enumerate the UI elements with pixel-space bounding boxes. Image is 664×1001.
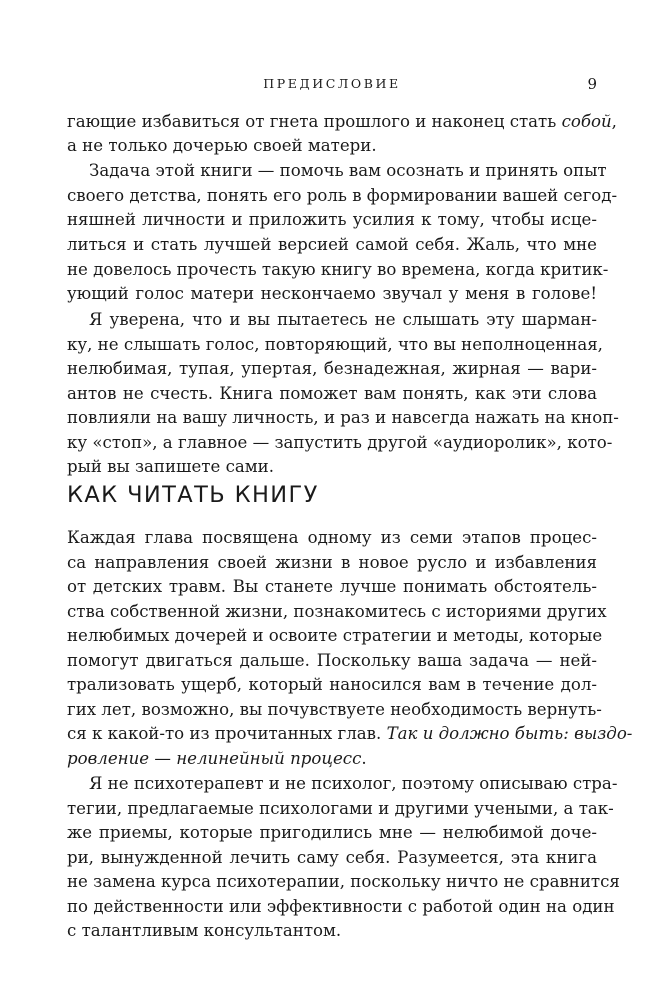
text-line: нелюбимая, тупая, упертая, безнадежная, жирная — вари-	[67, 359, 597, 378]
text-line: ку «стоп», а главное — запустить другой «аудиоролик», кото-	[67, 433, 613, 452]
page-number: 9	[587, 75, 597, 93]
text-line: тегии, предлагаемые психологами и другими учеными, а так-	[67, 799, 614, 818]
text-line: повлияли на вашу личность, и раз и навсегда нажать на кноп-	[67, 408, 619, 427]
text-line: от детских травм. Вы станете лучше понимать обстоятель-	[67, 577, 597, 596]
text-line: Я не психотерапевт и не психолог, поэтому описываю стра-	[89, 774, 618, 793]
running-head-title: ПРЕДИСЛОВИЕ	[263, 76, 401, 91]
text-line: рый вы запишете сами.	[67, 457, 275, 476]
text-line: а не только дочерью своей матери.	[67, 136, 377, 155]
text-line: с талантливым консультантом.	[67, 921, 342, 940]
text-line: ующий голос матери нескончаемо звучал у меня в голове!	[67, 284, 597, 303]
text-line: са направления своей жизни в новое русло и избавления	[67, 553, 597, 572]
text-line: ся к какой-то из прочитанных глав. Так и должно быть: выздо-	[67, 724, 633, 743]
text-line: своего детства, понять его роль в формировании вашей сегод-	[67, 186, 618, 205]
text-line: антов не счесть. Книга поможет вам понять, как эти слова	[67, 384, 597, 403]
text-line: ровление — нелинейный процесс.	[67, 749, 367, 768]
text-line: гающие избавиться от гнета прошлого и наконец стать собой,	[67, 112, 617, 131]
text-line: ства собственной жизни, познакомитесь с историями других	[67, 602, 607, 621]
text-line: помогут двигаться дальше. Поскольку ваша задача — ней-	[67, 651, 597, 670]
text-line: же приемы, которые пригодились мне — нелюбимой доче-	[67, 823, 597, 842]
text-line: не довелось прочесть такую книгу во времена, когда критик-	[67, 260, 609, 279]
emphasis: ровление — нелинейный процесс	[67, 749, 362, 768]
text-line: трализовать ущерб, который наносился вам в течение дол-	[67, 675, 597, 694]
text-line: ку, не слышать голос, повторяющий, что вы неполноценная,	[67, 335, 603, 354]
text-line: не замена курса психотерапии, поскольку ничто не сравнится	[67, 872, 620, 891]
text-line: ри, вынужденной лечить саму себя. Разумеется, эта книга	[67, 848, 597, 867]
running-head	[67, 74, 597, 94]
text-line: литься и стать лучшей версией самой себя. Жаль, что мне	[67, 235, 597, 254]
text-line: гих лет, возможно, вы почувствуете необходимость вернуть-	[67, 700, 602, 719]
text-line: Я уверена, что и вы пытаетесь не слышать эту шарман-	[89, 310, 597, 329]
text-line: няшней личности и приложить усилия к тому, чтобы исце-	[67, 210, 597, 229]
emphasis: Так и должно быть: выздо-	[386, 724, 633, 743]
text-line: Задача этой книги — помочь вам осознать и принять опыт	[89, 161, 607, 180]
emphasis: собой	[561, 112, 612, 131]
text-line: Каждая глава посвящена одному из семи этапов процес-	[67, 528, 597, 547]
section-heading: КАК ЧИТАТЬ КНИГУ	[67, 482, 319, 508]
text-line: нелюбимых дочерей и освоите стратегии и методы, которые	[67, 626, 603, 645]
text-line: по действенности или эффективности с работой один на один	[67, 897, 615, 916]
